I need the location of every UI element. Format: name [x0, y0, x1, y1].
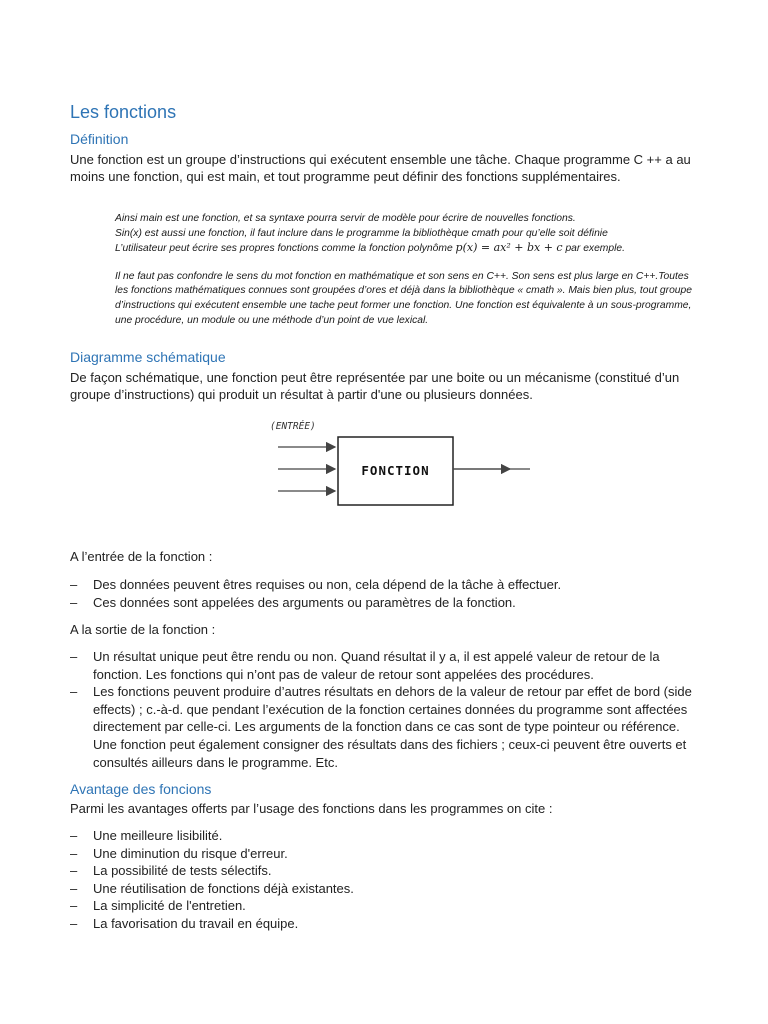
input-label: (ENTRÉE): [270, 421, 316, 432]
page-title: Les fonctions: [70, 102, 177, 122]
output-intro: A la sortie de la fonction :: [70, 622, 216, 637]
diagram-paragraph: De façon schématique, une fonction peut être représentée par une boite ou un mécanisme (constitué d’un groupe d’instructions) qui produit un résultat à partir d'une ou plusieurs données.: [70, 370, 680, 402]
advantages-heading: Avantage des foncions: [70, 781, 212, 797]
function-diagram-svg: [270, 416, 530, 516]
quote-paragraph-2: Il ne faut pas confondre le sens du mot fonction en mathématique et son sens en C++. Son sens est plus large en C++.Toutes les fonctions mathématiques connues sont groupées d’ores et déjà dans la bibliothèque « cmath ». Mais bien plus, tout groupe d’instructions qui exécutent ensemble une tache peut former une fonction. Une fonction est équivalente à un sous-programme, une procédure, un module ou une méthode d’un point de vue lexical.: [115, 270, 692, 326]
list-item: – Ces données sont appelées des arguments ou paramètres de la fonction.: [70, 594, 698, 612]
list-item: – Une diminution du risque d'erreur.: [70, 845, 698, 863]
list-item: – Une réutilisation de fonctions déjà existantes.: [70, 880, 698, 898]
function-diagram: [270, 416, 530, 521]
input-intro: A l’entrée de la fonction :: [70, 549, 213, 564]
definition-heading: Définition: [70, 131, 129, 147]
definition-paragraph: Une fonction est un groupe d’instructions qui exécutent ensemble une tâche. Chaque programme C ++ a au moins une fonction, qui est main, et tout programme peut définir des fonctions supplémentaires.: [70, 152, 691, 184]
polynomial-formula: p(x) = ax² + bx + c: [455, 241, 563, 255]
list-item: – La favorisation du travail en équipe.: [70, 915, 698, 933]
function-box-label: FONCTION: [361, 463, 430, 478]
quote-line-3: [115, 241, 700, 257]
quote-line-2: Sin(x) est aussi une fonction, il faut inclure dans le programme la bibliothèque cmath pour qu’elle soit définie: [115, 227, 608, 239]
quote-line-3-start: L’utilisateur peut écrire ses propres fonctions comme la fonction polynôme: [115, 243, 456, 255]
input-list: [70, 576, 698, 611]
list-item: – La simplicité de l'entretien.: [70, 897, 698, 915]
advantages-intro: Parmi les avantages offerts par l’usage des fonctions dans les programmes on cite :: [70, 801, 553, 816]
list-item: – Les fonctions peuvent produire d’autres résultats en dehors de la valeur de retour par effet de bord (side effects) ; c.-à-d. que pendant l’exécution de la fonction certaines données du programme sont affectées directement par celle-ci. Les arguments de la fonction dans ce cas sont de type pointeur ou référence. Une fonction peut également consigner des résultats dans des fichiers ; ceux-ci peuvent être ouverts et consultés ailleurs dans le programme. Etc.: [70, 683, 698, 771]
quote-line-3-end: par exemple.: [562, 243, 625, 255]
list-item: – Une meilleure lisibilité.: [70, 827, 698, 845]
diagram-heading: Diagramme schématique: [70, 349, 226, 365]
list-item: – La possibilité de tests sélectifs.: [70, 862, 698, 880]
definition-quote: [115, 212, 700, 328]
quote-line-1: Ainsi main est une fonction, et sa syntaxe pourra servir de modèle pour écrire de nouvelles fonctions.: [115, 213, 576, 224]
advantages-list: [70, 827, 698, 933]
list-item: – Un résultat unique peut être rendu ou non. Quand résultat il y a, il est appelé valeur de retour de la fonction. Les fonctions qui n’ont pas de valeur de retour sont appelées des procédures.: [70, 648, 698, 683]
list-item: – Des données peuvent êtres requises ou non, cela dépend de la tâche à effectuer.: [70, 576, 698, 594]
output-list: [70, 648, 698, 771]
